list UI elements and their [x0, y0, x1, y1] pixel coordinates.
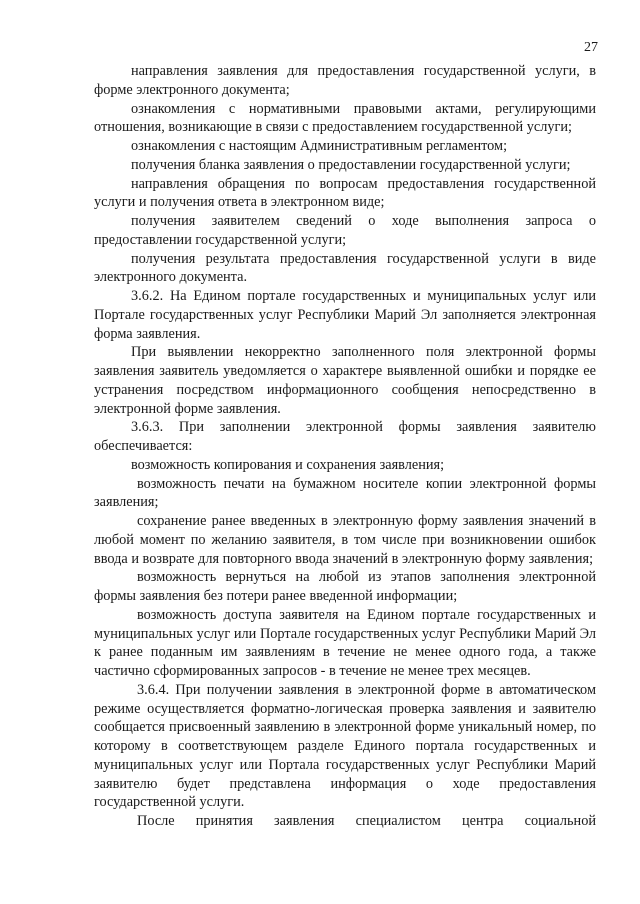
paragraph: 3.6.2. На Едином портале государственных и муниципальных услуг или Портале государственных услуг Республики Марий Эл заполняется электронная форма заявления.: [94, 288, 596, 342]
page-number: 27: [584, 40, 598, 55]
paragraph: При выявлении некорректно заполненного поля электронной формы заявления заявитель уведомляется о характере выявленной ошибки и порядке ее устранения посредством информационного сообщения непосредственно в электронной форме заявления.: [94, 344, 596, 417]
paragraph: возможность печати на бумажном носителе копии электронной формы заявления;: [94, 475, 596, 511]
paragraph: получения бланка заявления о предоставлении государственной услуги;: [131, 156, 571, 173]
paragraph: получения заявителем сведений о ходе выполнения запроса о предоставлении государственной услуги;: [94, 213, 596, 248]
paragraph: возможность копирования и сохранения заявления;: [131, 456, 445, 473]
paragraph: возможность доступа заявителя на Едином портале государственных и муниципальных услуг или Портале государственных услуг Республики Марий Эл к ранее поданным им заявлениям в течение не менее одного года, а также частично сформированных запросов - в течение не менее трех месяцев.: [94, 606, 596, 679]
paragraph: возможность вернуться на любой из этапов заполнения электронной формы заявления без потери ранее введенной информации;: [94, 569, 596, 604]
paragraph: 3.6.4. При получении заявления в электронной форме в автоматическом режиме осуществляется форматно-логическая проверка заявления и заявителю сообщается присвоенный заявлению в электронной форме уникальный номер, по которому в соответствующем разделе Единого портала государственных и муниципальных услуг или Портала государственных услуг Республики Марий заявителю будет представлена информация о ходе предоставления государственной услуги.: [94, 681, 596, 811]
paragraph: 3.6.3. При заполнении электронной формы заявления заявителю обеспечивается:: [94, 419, 596, 454]
document-body: [94, 62, 596, 831]
paragraph: ознакомления с нормативными правовыми актами, регулирующими отношения, возникающие в связи с предоставлением государственной услуги;: [94, 100, 596, 136]
paragraph: После принятия заявления специалистом центра социальной: [137, 813, 596, 829]
paragraph: направления заявления для предоставления государственной услуги, в форме электронного документа;: [94, 63, 596, 98]
paragraph: сохранение ранее введенных в электронную форму заявления значений в любой момент по желанию заявителя, в том числе при возникновении ошибок ввода и возврате для повторного ввода значений в электронную форму заявления;: [94, 513, 596, 567]
paragraph: ознакомления с настоящим Административным регламентом;: [131, 138, 508, 154]
paragraph: получения результата предоставления государственной услуги в виде электронного документа.: [94, 250, 596, 286]
paragraph: направления обращения по вопросам предоставления государственной услуги и получения ответа в электронном виде;: [94, 175, 596, 211]
